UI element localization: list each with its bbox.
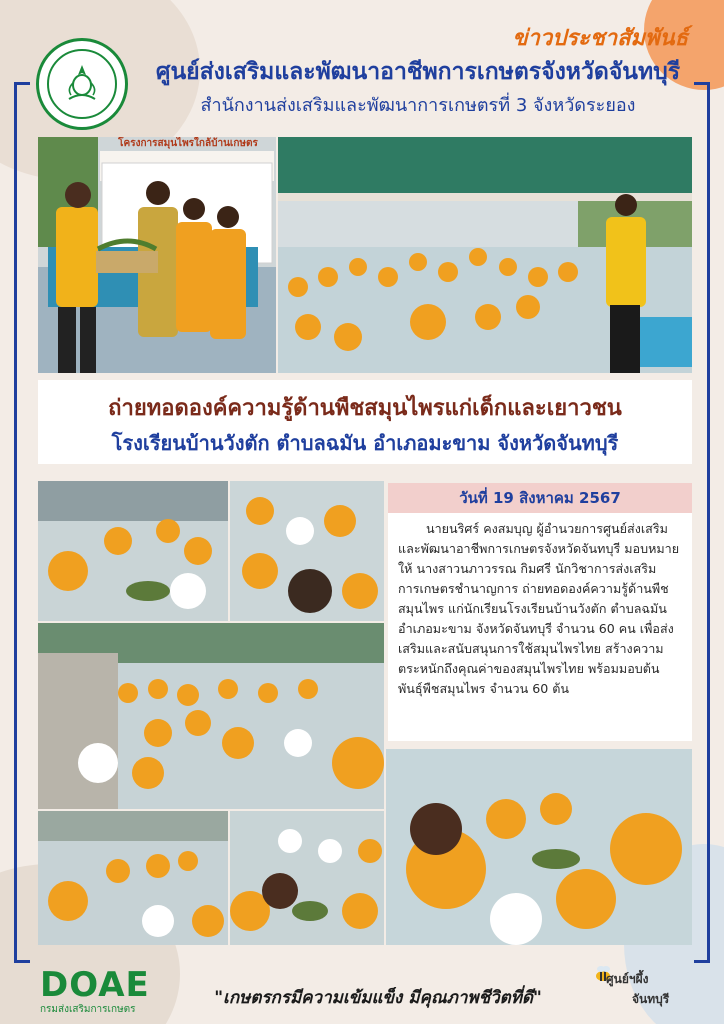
office-name: สำนักงานส่งเสริมและพัฒนาการเกษตรที่ 3 จังหวัดระยอง [200,95,636,116]
frame-line [14,82,30,85]
center-name: ศูนย์ส่งเสริมและพัฒนาอาชีพการเกษตรจังหวัดจันทบุรี [155,59,681,85]
photo-banner: โครงการสมุนไพรใกล้บ้านเกษตร [118,138,258,149]
event-photo [38,811,228,945]
date-box [388,483,692,513]
doae-logo-text: DOAE [40,965,150,1005]
slogan: "เกษตรกรมีความเข้มแข็ง มีคุณภาพชีวิตที่ดี" [214,988,542,1008]
headline-subtitle: โรงเรียนบ้านวังตัก ตำบลฉมัน อำเภอมะขาม จังหวัดจันทบุรี [111,431,619,455]
frame-line [14,82,17,962]
bee-center-logo [592,962,692,1012]
event-photo [230,811,384,945]
department-seal-logo [36,38,128,130]
event-photo [230,481,384,621]
press-release-label: ข่าวประชาสัมพันธ์ [512,26,688,51]
doae-name: กรมส่งเสริมการเกษตร [40,1004,136,1015]
event-photo [38,481,228,621]
headline-box [38,380,692,464]
bee-logo-line2: จันทบุรี [632,992,670,1006]
doae-logo [40,965,150,1017]
article-body: นายนริศร์ คงสมบุญ ผู้อำนวยการศูนย์ส่งเสริมและพัฒนาอาชีพการเกษตรจังหวัดจันทบุรี มอบหมายให้ นางสาวนภาวรรณ กิมศรี นักวิชาการส่งเสริมการเกษตรชำนาญการ ถ่ายทอดองค์ความรู้ด้านพืชสมุนไพร แก่นักเรียนโรงเรียนบ้านวังตัก ตำบลฉมัน อำเภอมะขาม จังหวัดจันทบุรี จำนวน 60 คน เพื่อส่งเสริมและสนับสนุนการใช้สมุนไพรไทย สร้างความตระหนักถึงคุณค่าของสมุนไพรไทย พร้อมมอบต้นพันธุ์พืชสมุนไพร จำนวน 60 ต้น [398,521,680,696]
event-photo [386,749,692,945]
seal-emblem-icon [59,61,105,107]
event-photo [278,137,692,373]
frame-line [14,960,30,963]
bee-logo-line1: ศูนย์ฯผึ้ง [606,972,649,986]
event-photo [38,623,384,809]
article-body-box [388,513,692,741]
frame-line [694,960,710,963]
event-photo [38,137,276,373]
frame-line [707,82,710,962]
article-date: วันที่ 19 สิงหาคม 2567 [459,489,621,507]
headline-title: ถ่ายทอดองค์ความรู้ด้านพืชสมุนไพรแก่เด็กและเยาวชน [108,396,622,421]
